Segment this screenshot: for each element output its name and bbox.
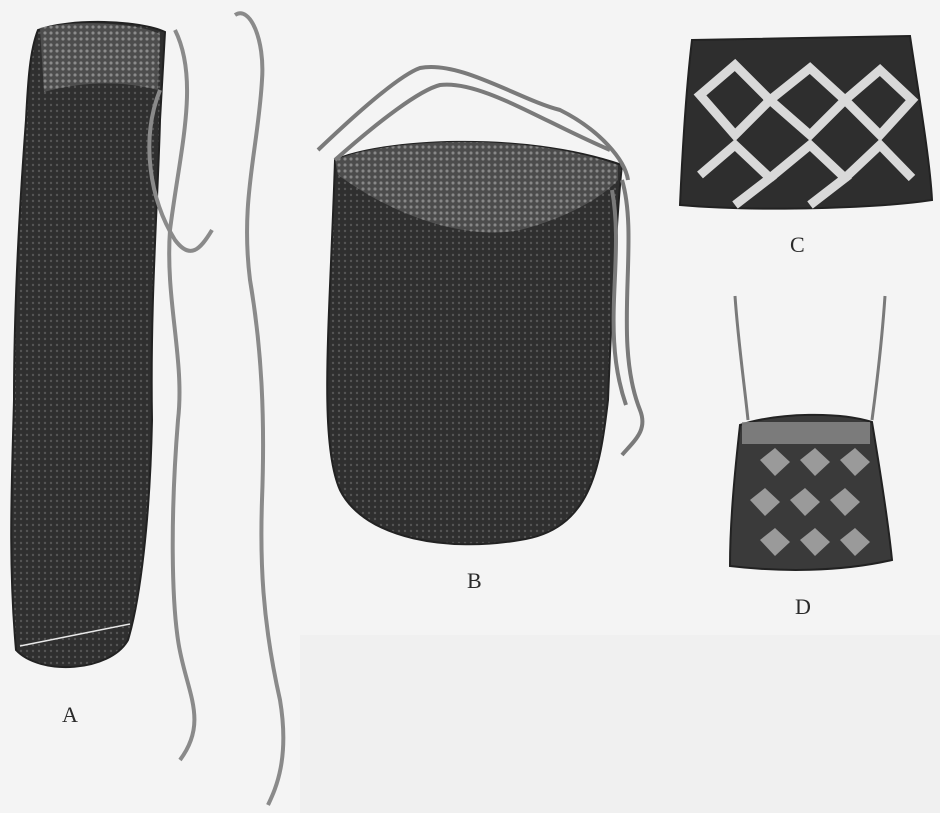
bag-b xyxy=(327,142,622,544)
label-c: C xyxy=(790,232,806,257)
blank-panel xyxy=(300,635,940,813)
bag-d xyxy=(730,415,892,570)
bag-a xyxy=(11,22,165,667)
bag-a-cords xyxy=(149,13,283,805)
label-d: D xyxy=(795,594,812,619)
label-a: A xyxy=(62,702,79,727)
bag-d-cords xyxy=(735,296,885,420)
label-b: B xyxy=(467,568,483,593)
bag-c xyxy=(680,36,932,209)
